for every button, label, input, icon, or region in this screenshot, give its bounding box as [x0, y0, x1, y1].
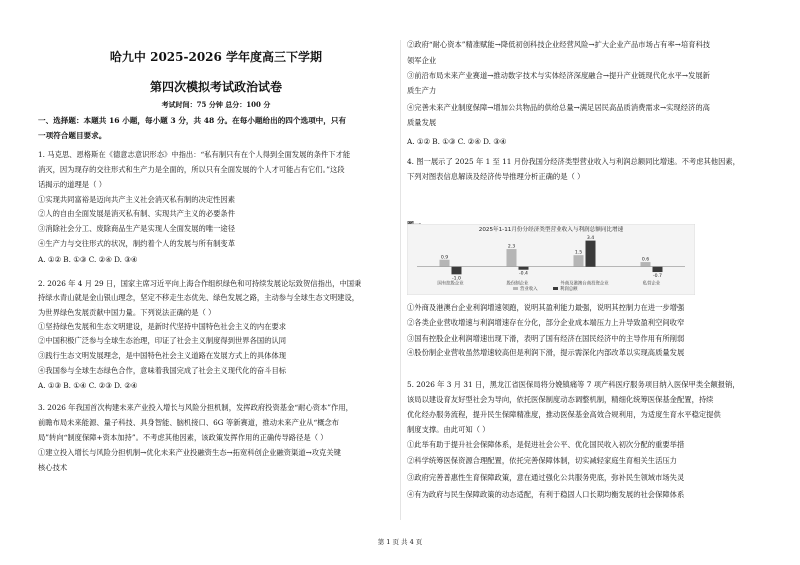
- question-line: 制度支撑。由此可知（ ）: [407, 425, 490, 434]
- revenue-bar: [507, 249, 517, 267]
- question-line: 4. 图一展示了 2025 年 1 至 11 月份我国分经济类型营业收入与利润总额同比增速。不考虑其他因素，: [407, 157, 740, 166]
- column-divider: [400, 40, 401, 520]
- bar-chart: [407, 224, 695, 295]
- question-line: 持绿水青山就是金山银山理念，坚定不移走生态优先、绿色发展之路，主动参与全球生态文明建设，: [38, 293, 360, 302]
- question-line: ②政府“耐心资本”精准赋能→降低初创科技企业经营风险→扩大企业产品市场占有率→培育科技: [407, 40, 711, 49]
- question-line: 2. 2026 年 4 月 29 日，国家主席习近平向上海合作组织绿色和可持续发展论坛致贺信指出，中国秉: [38, 279, 362, 288]
- question-line: ②各类企业营收增速与利润增速存在分化，部分企业成本端压力上升导致盈利空间收窄: [407, 318, 685, 327]
- data-label: 1.5: [574, 250, 583, 256]
- question-line: ④我国参与全球生态绿色合作，意味着我国完成了社会主义现代化的奋斗目标: [38, 366, 287, 375]
- category-label: 私营企业: [642, 281, 661, 287]
- data-label: -1.0: [452, 276, 461, 282]
- question-line: 下列对图表信息解读及经济传导推理分析正确的是（ ）: [407, 172, 585, 181]
- question-line: 该局以建设育友好型社会为导向，依托医保制度动态调整机制，精细化统筹医保基金配置，持续: [407, 395, 714, 404]
- question-line: ②中国积极广泛参与全球生态治理，印证了社会主义制度得到世界各国的认同: [38, 336, 287, 345]
- question-line: ③前沿布局未来产业赛道→推动数字技术与实体经济深度融合→提升产业链现代化水平→发展新: [407, 71, 710, 80]
- question-line: ④股份制企业营收虽然增速较高但是利润下滑，提示需深化内部改革以实现高质量发展: [407, 348, 685, 357]
- question-line: ①外商及港澳台企业利润增速领跑，说明其盈利能力最强，说明其控制力在进一步增强: [407, 303, 685, 312]
- exam-title: 哈九中 2025-2026 学年度高三下学期: [109, 50, 323, 64]
- question-line: 质量发展: [407, 118, 437, 127]
- question-line: 核心技术: [38, 463, 68, 472]
- data-label: 3.4: [586, 236, 595, 242]
- question-line: 质生产力: [407, 86, 437, 95]
- question-line: ③政府完善普惠性生育保障政策，意在通过强化公共服务兜底，弥补民生领域市场失灵: [407, 473, 685, 482]
- legend-label: 营业收入: [520, 287, 538, 292]
- question-line: ①此举有助于提升社会保障体系，是促进社会公平、优化国民收入初次分配的重要举措: [407, 440, 685, 449]
- question-line: ①实现共同富裕是迈向共产主义社会消灭私有制的决定性因素: [38, 195, 236, 204]
- question-line: 消灭，因为现存的交往形式和生产力是全面的，所以只有全面发展的个人才可能占有它们。”这段: [38, 165, 345, 174]
- revenue-bar: [641, 262, 651, 267]
- question-line: 前瞻布局未来能源、量子科技、具身智能、脑机接口、6G 等新赛道，推动未来产业从“概念布: [38, 418, 340, 427]
- question-line: 局”转向“制度保障+资本加持”。不考虑其他因素，该政策发挥作用的正确传导路径是（ ）: [38, 433, 328, 442]
- question-line: 领军企业: [407, 56, 437, 65]
- question-line: 3. 2026 年我国首次构建未来产业投入增长与风险分担机制，发挥政府投资基金“耐心资本”作用，: [38, 403, 353, 412]
- question-line: 为世界绿色发展贡献中国力量。下列说法正确的是（ ）: [38, 308, 216, 317]
- question-line: ④生产力与交往形式的状况，制约着个人的发展与所有制变革: [38, 239, 236, 248]
- section-heading-2: 一项符合题目要求。: [38, 131, 107, 140]
- answer-options: A. ①② B. ①③ C. ②④ D. ③④: [407, 137, 507, 146]
- chart-title: 2025年1-11月份分经济类型营业收入与利润总额同比增速: [478, 227, 624, 233]
- profit-bar: [586, 241, 596, 267]
- data-label: -0.7: [653, 274, 662, 280]
- category-label: 股份制企业: [506, 281, 529, 287]
- legend-label: 利润总额: [560, 287, 578, 292]
- revenue-bar: [574, 255, 584, 266]
- section-heading: 一、选择题：本题共 16 小题，每小题 3 分，共 48 分。在每小题给出的四个选项中，只有: [38, 116, 347, 125]
- question-line: ③践行生态文明发展理念，是中国特色社会主义道路在发展方式上的具体体现: [38, 351, 287, 360]
- data-label: 2.3: [507, 244, 516, 250]
- question-line: ①坚持绿色发展和生态文明建设，是新时代坚持中国特色社会主义的内在要求: [38, 322, 287, 331]
- category-label: 外商及港澳台商投资企业: [560, 281, 609, 287]
- question-line: ③消除社会分工、废除商品生产是实现人全面发展的唯一途径: [38, 224, 236, 233]
- question-line: ④完善未来产业制度保障→增加公共物品的供给总量→满足居民高品质消费需求→实现经济的高: [407, 103, 710, 112]
- question-line: 优化经办服务流程，提升民生保障精准度，推动医保基金高效合规利用，为适度生育水平稳定提供: [407, 410, 721, 419]
- profit-bar: [452, 267, 462, 275]
- question-line: ①建立投入增长与风险分担机制→优化未来产业投融资生态→拓宽科创企业融资渠道→攻克关键: [38, 448, 341, 457]
- question-line: 话揭示的道理是（ ）: [38, 180, 106, 189]
- question-line: ②人的自由全面发展是消灭私有制、实现共产主义的必要条件: [38, 209, 236, 218]
- question-line: 5. 2026 年 3 月 31 日，黑龙江省医保局将分娩镇痛等 7 项产科医疗服务项目纳入医保甲类全额报销，: [407, 380, 740, 389]
- profit-bar: [653, 267, 663, 272]
- answer-options: A. ①③ B. ①④ C. ②③ D. ②④: [38, 381, 138, 390]
- legend-swatch: [553, 287, 558, 290]
- chart-svg: [407, 224, 695, 295]
- revenue-bar: [440, 260, 450, 267]
- exam-meta: 考试时间：75 分钟 总分：100 分: [161, 100, 271, 109]
- page-footer: 第 1 页 共 4 页: [377, 538, 423, 546]
- question-line: ②科学统筹医保资源合理配置，依托完善保障体制，切实减轻家庭生育相关生活压力: [407, 456, 677, 465]
- question-line: ③国有控股企业利润增速出现下滑，表明了国有经济在国民经济中的主导作用有所削弱: [407, 334, 685, 343]
- data-label: 0.6: [641, 257, 650, 263]
- question-line: 1. 马克思、恩格斯在《德意志意识形态》中指出：“私有制只有在个人得到全面发展的条件下才能: [38, 150, 351, 159]
- legend-swatch: [513, 287, 518, 290]
- answer-options: A. ①② B. ①③ C. ②④ D. ③④: [38, 255, 138, 264]
- category-label: 国有控股企业: [437, 281, 464, 287]
- question-line: ④有为政府与民生保障政策的动态适配，有利于稳固人口长期均衡发展的社会保障体系: [407, 490, 685, 499]
- exam-subtitle: 第四次模拟考试政治试卷: [149, 80, 282, 94]
- profit-bar: [519, 267, 529, 270]
- data-label: -0.4: [519, 271, 528, 277]
- data-label: 0.9: [440, 255, 449, 261]
